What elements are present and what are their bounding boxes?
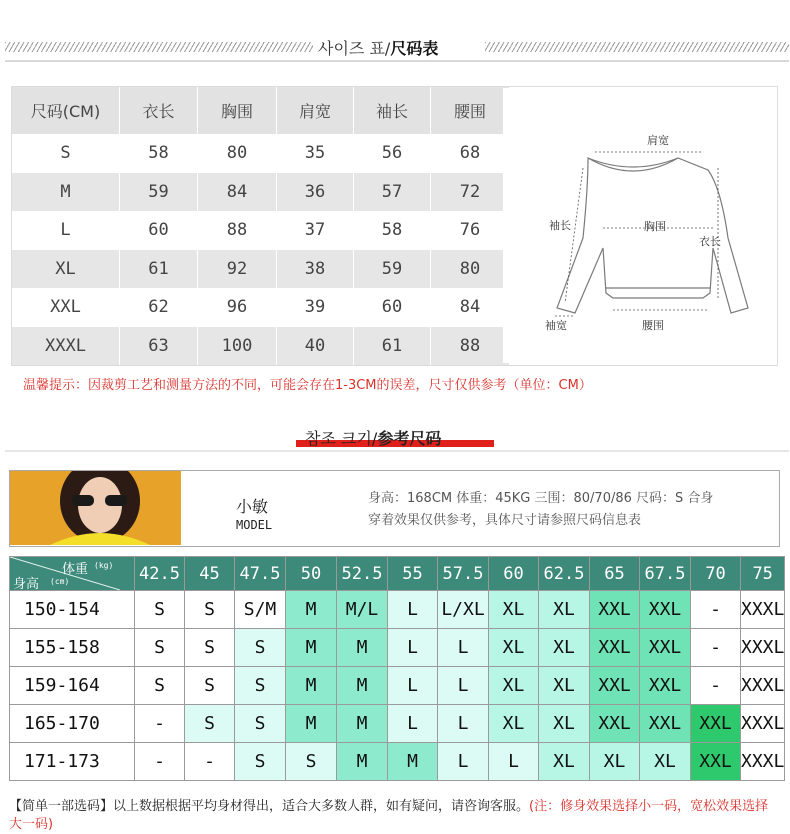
- table-cell: 80: [198, 134, 277, 173]
- table-cell: 80: [431, 250, 510, 289]
- size-cell: XL: [489, 705, 539, 743]
- model-photo-image: [10, 471, 181, 545]
- header-cell: 肩宽: [277, 87, 354, 134]
- size-cell: L: [388, 667, 438, 705]
- table-cell: L: [12, 211, 120, 250]
- weight-header-label: 体重: [62, 562, 89, 577]
- table-row: [10, 705, 785, 743]
- header-cell: 袖长: [354, 87, 431, 134]
- table-cell: 76: [431, 211, 510, 250]
- table-cell: 68: [431, 134, 510, 173]
- weight-unit: (kg): [94, 561, 114, 570]
- size-cell: XXL: [640, 591, 691, 629]
- table-cell: 92: [198, 250, 277, 289]
- size-cell: XXXL: [741, 705, 785, 743]
- size-cell: S/M: [235, 591, 286, 629]
- table-cell: 61: [354, 327, 431, 366]
- size-cell: M: [286, 667, 337, 705]
- header-cell: 尺码(CM): [12, 87, 120, 134]
- size-cell: S: [185, 591, 235, 629]
- height-unit: (cm): [50, 577, 70, 586]
- size-cell: -: [135, 743, 185, 781]
- size-cell: -: [691, 629, 741, 667]
- table-cell: XXXL: [12, 327, 120, 366]
- reference-size-title: 참조 크기/参考尺码: [305, 429, 442, 448]
- size-cell: L: [438, 629, 489, 667]
- height-range: 165-170: [10, 705, 135, 743]
- model-stats-line: 身高：168CM 体重：45KG 三围：80/70/86 尺码：S 合身: [368, 491, 714, 506]
- table-cell: 58: [120, 134, 198, 173]
- size-cell: S: [235, 705, 286, 743]
- weight-col-header: 65: [590, 557, 640, 591]
- table-cell: 39: [277, 288, 354, 327]
- size-cell: XL: [590, 743, 640, 781]
- table-cell: 38: [277, 250, 354, 289]
- table-row: [12, 288, 510, 327]
- weight-col-header: 42.5: [135, 557, 185, 591]
- weight-col-header: 62.5: [539, 557, 590, 591]
- size-cell: S: [185, 667, 235, 705]
- size-cell: XXL: [590, 591, 640, 629]
- size-recommendation-table: [9, 556, 785, 781]
- size-cell: M: [337, 667, 388, 705]
- table-header-row: [12, 87, 510, 134]
- size-cell: S: [235, 743, 286, 781]
- size-cell: -: [691, 667, 741, 705]
- table-cell: 62: [120, 288, 198, 327]
- height-range: 155-158: [10, 629, 135, 667]
- size-cell: XL: [539, 705, 590, 743]
- table-cell: 60: [354, 288, 431, 327]
- table-cell: 72: [431, 173, 510, 212]
- height-range: 171-173: [10, 743, 135, 781]
- size-cell: -: [135, 705, 185, 743]
- table-cell: 100: [198, 327, 277, 366]
- table-cell: XL: [12, 250, 120, 289]
- size-cell: S: [286, 743, 337, 781]
- table-row: [12, 327, 510, 366]
- size-cell: XXL: [590, 667, 640, 705]
- weight-col-header: 45: [185, 557, 235, 591]
- table-row: [10, 629, 785, 667]
- title-hatch-right: [485, 42, 789, 52]
- footer-main: 【简单一部选码】以上数据根据平均身材得出，适合大多数人群，如有疑问，请咨询客服。: [9, 799, 530, 814]
- table-cell: 35: [277, 134, 354, 173]
- measurement-warning: 温馨提示：因裁剪工艺和测量方法的不同，可能会存在1-3CM的误差，尺寸仅供参考（单位：CM）: [23, 378, 592, 393]
- size-cell: XL: [489, 591, 539, 629]
- size-cell: M: [337, 705, 388, 743]
- size-cell: XXL: [691, 743, 741, 781]
- divider: [5, 60, 789, 62]
- cuff-label: 袖宽: [545, 319, 567, 332]
- footer-note: [9, 798, 779, 834]
- size-cell: L/XL: [438, 591, 489, 629]
- size-cell: L: [388, 629, 438, 667]
- shoulder-label: 肩宽: [647, 134, 669, 147]
- header-cell: 衣长: [120, 87, 198, 134]
- table-cell: 96: [198, 288, 277, 327]
- size-cell: L: [388, 705, 438, 743]
- table-row: [10, 591, 785, 629]
- size-cell: -: [185, 743, 235, 781]
- table-cell: 88: [431, 327, 510, 366]
- weight-col-header: 55: [388, 557, 438, 591]
- weight-col-header: 67.5: [640, 557, 691, 591]
- table-cell: 61: [120, 250, 198, 289]
- size-cell: XXL: [640, 705, 691, 743]
- table-cell: 63: [120, 327, 198, 366]
- size-cell: XL: [539, 591, 590, 629]
- table-cell: XXL: [12, 288, 120, 327]
- model-label: MODEL: [236, 518, 273, 532]
- table-cell: 56: [354, 134, 431, 173]
- size-cell: XXXL: [741, 667, 785, 705]
- size-cell: S: [235, 667, 286, 705]
- size-cell: L: [438, 743, 489, 781]
- weight-col-header: 75: [741, 557, 785, 591]
- size-cell: S: [235, 629, 286, 667]
- table-cell: 40: [277, 327, 354, 366]
- table-row: [12, 134, 510, 173]
- title-hatch-left: [5, 42, 313, 52]
- height-range: 150-154: [10, 591, 135, 629]
- size-cell: -: [691, 591, 741, 629]
- size-cell: M/L: [337, 591, 388, 629]
- table-cell: 59: [120, 173, 198, 212]
- height-header-label: 身高: [13, 577, 40, 590]
- table-cell: 57: [354, 173, 431, 212]
- divider: [5, 450, 789, 452]
- size-cell: M: [388, 743, 438, 781]
- size-cell: L: [438, 667, 489, 705]
- size-cell: L: [388, 591, 438, 629]
- size-cell: M: [337, 629, 388, 667]
- length-label: 衣长: [699, 235, 721, 248]
- size-cell: XXXL: [741, 591, 785, 629]
- corner-cell: [10, 557, 135, 591]
- weight-header-row: [10, 557, 785, 591]
- size-cell: XL: [640, 743, 691, 781]
- table-cell: 37: [277, 211, 354, 250]
- weight-col-header: 70: [691, 557, 741, 591]
- table-cell: 59: [354, 250, 431, 289]
- table-cell: 60: [120, 211, 198, 250]
- table-row: [12, 211, 510, 250]
- size-cell: S: [135, 629, 185, 667]
- size-cell: XL: [489, 667, 539, 705]
- table-row: [10, 667, 785, 705]
- size-cell: M: [337, 743, 388, 781]
- footer-tip: (注：修身效果选择小一码，宽松效果选择大一码): [9, 799, 769, 832]
- table-row: [12, 250, 510, 289]
- size-cell: XXL: [590, 705, 640, 743]
- weight-col-header: 60: [489, 557, 539, 591]
- size-cell: M: [286, 629, 337, 667]
- size-cell: S: [135, 667, 185, 705]
- header-cell: 腰围: [431, 87, 510, 134]
- size-cell: XXL: [691, 705, 741, 743]
- table-row: [10, 743, 785, 781]
- table-cell: 58: [354, 211, 431, 250]
- size-chart-table: [12, 87, 510, 365]
- model-stats: [368, 488, 713, 532]
- table-cell: 84: [198, 173, 277, 212]
- measurement-diagram: [503, 88, 775, 363]
- table-cell: 88: [198, 211, 277, 250]
- table-cell: 36: [277, 173, 354, 212]
- table-row: [12, 173, 510, 212]
- chest-label: 胸围: [644, 220, 666, 233]
- size-cell: M: [286, 705, 337, 743]
- size-cell: L: [438, 705, 489, 743]
- size-cell: XL: [539, 743, 590, 781]
- sweater-outline: [503, 88, 775, 363]
- size-chart-title: 사이즈 표/尺码表: [318, 39, 439, 58]
- table-cell: S: [12, 134, 120, 173]
- size-cell: XL: [539, 629, 590, 667]
- table-cell: M: [12, 173, 120, 212]
- weight-col-header: 57.5: [438, 557, 489, 591]
- waist-label: 腰围: [642, 319, 664, 332]
- weight-col-header: 52.5: [337, 557, 388, 591]
- size-cell: S: [135, 591, 185, 629]
- size-cell: XL: [489, 629, 539, 667]
- size-cell: L: [489, 743, 539, 781]
- height-range: 159-164: [10, 667, 135, 705]
- size-cell: XXL: [640, 667, 691, 705]
- size-cell: XL: [539, 667, 590, 705]
- model-photo: [10, 471, 181, 545]
- size-cell: M: [286, 591, 337, 629]
- table-cell: 84: [431, 288, 510, 327]
- size-cell: XXL: [590, 629, 640, 667]
- weight-col-header: 47.5: [235, 557, 286, 591]
- weight-col-header: 50: [286, 557, 337, 591]
- header-cell: 胸围: [198, 87, 277, 134]
- size-cell: XXXL: [741, 743, 785, 781]
- size-cell: XXXL: [741, 629, 785, 667]
- model-note-line: 穿着效果仅供参考，具体尺寸请参照尺码信息表: [368, 513, 642, 528]
- size-cell: S: [185, 629, 235, 667]
- sleeve-label: 袖长: [549, 219, 571, 232]
- size-cell: S: [185, 705, 235, 743]
- size-cell: XXL: [640, 629, 691, 667]
- model-name: 小敏: [236, 497, 269, 516]
